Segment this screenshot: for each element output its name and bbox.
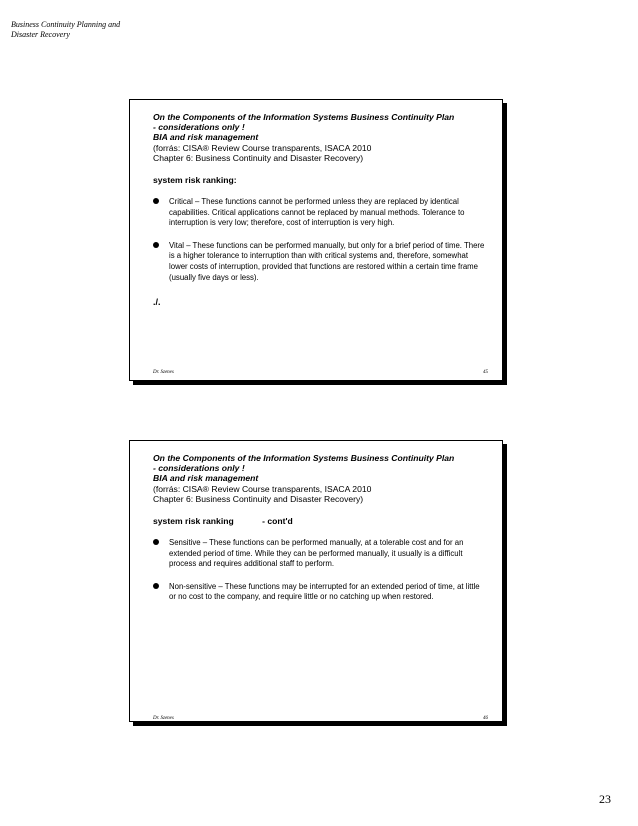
slide-source-line2: Chapter 6: Business Continuity and Disaster Recovery) [153, 152, 364, 163]
slide-title-line2: - considerations only ! [153, 463, 245, 474]
bullet-list [153, 538, 488, 603]
slide-title-line3: BIA and risk management [153, 473, 259, 484]
slide-footer-author: Dr. Szenes [153, 716, 174, 721]
slide-title-line1: On the Components of the Information Systems Business Continuity Plan [153, 112, 455, 122]
section-heading [153, 175, 488, 185]
bullet-list [153, 197, 488, 283]
slide-title-line2: - considerations only ! [153, 122, 245, 133]
bullet-dot-icon [153, 198, 159, 204]
slide-title [153, 453, 488, 504]
bullet-dot-icon [153, 583, 159, 589]
continued-marker: ./. [153, 297, 161, 308]
bullet-item [153, 197, 488, 229]
bullet-item [153, 538, 488, 570]
bullet-text: Critical – These functions cannot be performed unless they are replaced by identical capabilities. Critical applications cannot be replaced by manual methods. Tolerance to interruption is very low; therefore, cost of interruption is very high. [169, 197, 465, 228]
running-header-line1: Business Continuity Planning and [11, 20, 121, 29]
slide-footer [153, 716, 488, 721]
bullet-text: Non-sensitive – These functions may be interrupted for an extended period of time, at little or no cost to the company, and require little or no catching up when restored. [169, 581, 480, 602]
slide-source-line1: (forrás: CISA® Review Course transparents, ISACA 2010 [153, 142, 372, 153]
bullet-dot-icon [153, 242, 159, 248]
slide-source-line2: Chapter 6: Business Continuity and Disaster Recovery) [153, 493, 364, 504]
bullet-dot-icon [153, 539, 159, 545]
section-heading-suffix: - cont'd [262, 516, 293, 527]
section-heading-text: system risk ranking: [153, 175, 237, 186]
section-heading-text: system risk ranking [153, 516, 234, 527]
slide-source-line1: (forrás: CISA® Review Course transparents, ISACA 2010 [153, 483, 372, 494]
bullet-text: Vital – These functions can be performed manually, but only for a brief period of time. There is a higher tolerance to interruption than with critical systems and, therefore, somewhat lower costs of interruption, provided that functions are restored within a certain time frame (usually five days or less). [169, 240, 485, 282]
slide-title [153, 112, 488, 163]
section-heading [153, 516, 488, 526]
slide-footer-number: 45 [483, 370, 488, 375]
slide-footer-number: 46 [483, 716, 488, 721]
running-header [11, 20, 120, 40]
slide-title-line1: On the Components of the Information Systems Business Continuity Plan [153, 453, 455, 463]
slide-title-line3: BIA and risk management [153, 132, 259, 143]
bullet-item [153, 582, 488, 603]
bullet-item [153, 241, 488, 283]
slide-46 [129, 440, 503, 722]
bullet-text: Sensitive – These functions can be performed manually, at a tolerable cost and for an extended period of time. While they can be performed manually, it usually is a difficult process and requires additional staff to perform. [169, 538, 464, 569]
running-header-line2: Disaster Recovery [11, 30, 70, 39]
slide-45 [129, 99, 503, 381]
page-number: 23 [599, 792, 611, 806]
slide-footer [153, 370, 488, 375]
slide-footer-author: Dr. Szenes [153, 370, 174, 375]
